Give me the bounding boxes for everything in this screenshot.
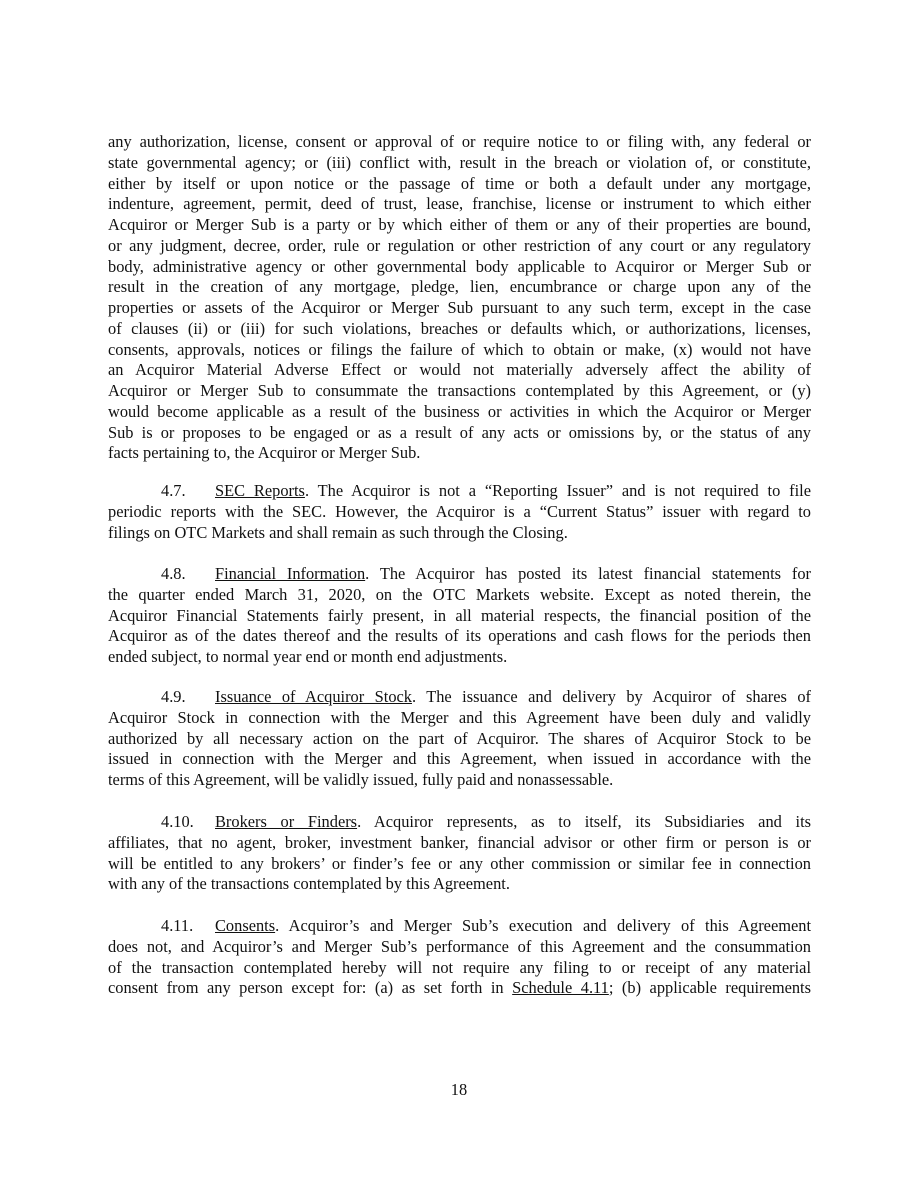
text-line: does not, and Acquiror’s and Merger Sub’s performance of this Agreement and the consummation: [108, 936, 811, 956]
text-line: terms of this Agreement, will be validly issued, fully paid and nonassessable.: [108, 770, 614, 789]
text-line: Acquiror or Merger Sub to consummate the transactions contemplated by this Agreement, or (y): [108, 381, 811, 400]
text-line: either by itself or upon notice or the passage of time or both a default under any mortgage,: [108, 173, 811, 193]
text-line: the quarter ended March 31, 2020, on the OTC Markets website. Except as noted therein, the: [108, 584, 811, 604]
text-line: body, administrative agency or other governmental body applicable to Acquiror or Merger Sub or: [108, 256, 811, 276]
section-4-10: [108, 812, 811, 895]
section-4-11: [108, 916, 811, 999]
text-line: or any judgment, decree, order, rule or regulation or other restriction of any court or any regulatory: [108, 235, 811, 255]
section-heading: Financial Information: [215, 564, 366, 583]
text-segment: consent from any person except for: (a) as set forth in: [108, 978, 513, 998]
section-heading: Issuance of Acquiror Stock: [215, 687, 412, 706]
section-4-7: [108, 481, 811, 543]
text-line: properties or assets of the Acquiror or Merger Sub pursuant to any such term, except in the case: [108, 298, 811, 317]
text-line: would become applicable as a result of the business or activities in which the Acquiror or Merger: [108, 401, 811, 421]
section-heading: SEC Reports: [215, 481, 305, 500]
section-text: . The Acquiror has posted its latest financial statements for: [365, 564, 811, 583]
text-line: of clauses (ii) or (iii) for such violations, breaches or defaults which, or authorizations, licenses,: [108, 318, 811, 338]
section-number: 4.11.: [161, 916, 194, 935]
section-text: . Acquiror represents, as to itself, its Subsidiaries and its: [357, 812, 811, 831]
section-text: . Acquiror’s and Merger Sub’s execution and delivery of this Agreement: [275, 916, 811, 935]
text-line: an Acquiror Material Adverse Effect or would not materially adversely affect the ability of: [108, 360, 811, 380]
text-line: issued in connection with the Merger and this Agreement, when issued in accordance with the: [108, 749, 811, 769]
section-4-8: [108, 564, 811, 668]
text-line: with any of the transactions contemplated by this Agreement.: [108, 874, 510, 894]
section-number: 4.7.: [161, 481, 186, 500]
text-line: consents, approvals, notices or filings the failure of which to obtain or make, (x) would not have: [108, 339, 811, 359]
text-line: authorized by all necessary action on the part of Acquiror. The shares of Acquiror Stock to be: [108, 728, 811, 748]
text-line: of the transaction contemplated hereby will not require any filing to or receipt of any material: [108, 957, 811, 977]
text-segment: ; (b) applicable requirements: [608, 978, 811, 998]
text-line: Sub is or proposes to be engaged or as a result of any acts or omissions by, or the status of any: [108, 422, 811, 442]
text-line: periodic reports with the SEC. However, the Acquiror is a “Current Status” issuer with regard to: [108, 501, 811, 521]
text-line: will be entitled to any brokers’ or finder’s fee or any other commission or similar fee in connection: [108, 853, 811, 873]
text-line: Acquiror Financial Statements fairly present, in all material respects, the financial position of the: [108, 605, 811, 625]
section-text: . The Acquiror is not a “Reporting Issuer” and is not required to file: [304, 481, 811, 500]
continuation-paragraph: [108, 132, 811, 464]
text-line: state governmental agency; or (iii) conflict with, result in the breach or violation of, or constitute,: [108, 152, 811, 172]
text-line: Acquiror as of the dates thereof and the results of its operations and cash flows for the periods then: [108, 626, 811, 646]
text-line: filings on OTC Markets and shall remain as such through the Closing.: [108, 522, 568, 542]
section-heading: Consents: [215, 916, 276, 935]
section-4-9: [108, 687, 811, 791]
page-number: 18: [450, 1080, 468, 1099]
section-heading: Brokers or Finders: [215, 812, 358, 831]
text-line: any authorization, license, consent or approval of or require notice to or filing with, any federal or: [108, 132, 811, 151]
schedule-reference: Schedule 4.11: [512, 978, 609, 998]
text-line: affiliates, that no agent, broker, investment banker, financial advisor or other firm or person is or: [108, 832, 811, 852]
section-text: . The issuance and delivery by Acquiror of shares of: [411, 687, 811, 706]
section-number: 4.10.: [161, 812, 194, 831]
section-number: 4.8.: [161, 564, 186, 583]
text-line: ended subject, to normal year end or month end adjustments.: [108, 647, 508, 666]
section-number: 4.9.: [161, 687, 186, 706]
text-line: result in the creation of any mortgage, pledge, lien, encumbrance or charge upon any of the: [108, 277, 811, 297]
text-line: indenture, agreement, permit, deed of trust, lease, franchise, license or instrument to which either: [108, 194, 811, 214]
text-line: Acquiror or Merger Sub is a party or by which either of them or any of their properties are bound,: [108, 215, 811, 234]
text-line: Acquiror Stock in connection with the Merger and this Agreement have been duly and validly: [108, 707, 811, 727]
text-line: facts pertaining to, the Acquiror or Merger Sub.: [108, 443, 421, 463]
